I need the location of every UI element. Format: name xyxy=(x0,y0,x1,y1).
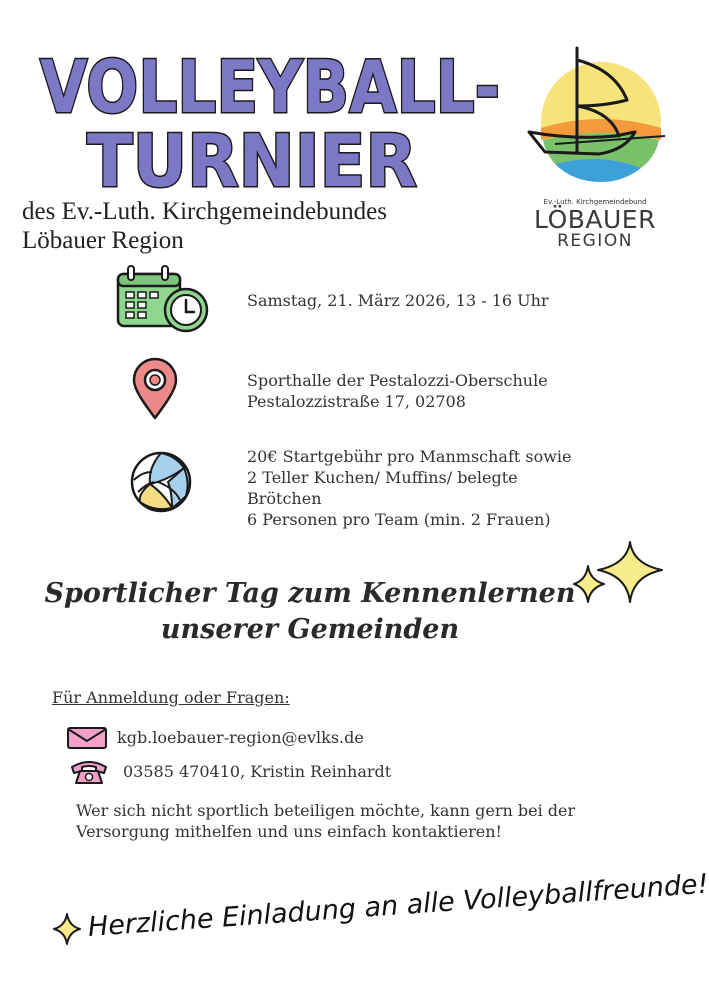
location-line2: Pestalozzistraße 17, 02708 xyxy=(247,392,466,411)
subtitle-line1: des Ev.-Luth. Kirchgemeindebundes xyxy=(22,198,387,225)
calendar-clock-icon xyxy=(112,262,216,334)
contact-label: Für Anmeldung oder Fragen: xyxy=(52,688,290,707)
fee-line2: 2 Teller Kuchen/ Muffins/ belegte xyxy=(247,468,518,487)
slogan-line2: unserer Gemeinden xyxy=(160,614,460,645)
logo-small-text: Ev.-Luth. Kirchgemeindebund xyxy=(543,198,647,206)
subtitle-line2: Löbauer Region xyxy=(22,227,184,254)
note-line1: Wer sich nicht sportlich beteiligen möchte, kann gern bei der xyxy=(76,801,576,820)
fee-line4: 6 Personen pro Team (min. 2 Frauen) xyxy=(247,510,551,529)
event-location xyxy=(247,370,548,412)
title-line2: TURNIER xyxy=(87,119,417,203)
location-line1: Sporthalle der Pestalozzi-Oberschule xyxy=(247,371,548,390)
event-title xyxy=(30,40,510,203)
subtitle xyxy=(22,197,387,255)
sparkle-icon xyxy=(52,912,82,946)
contact-email[interactable]: kgb.loebauer-region@evlks.de xyxy=(117,728,364,747)
title-line1: VOLLEYBALL- xyxy=(40,45,500,129)
fee-line3: Brötchen xyxy=(247,489,322,508)
closing-invitation: Herzliche Einladung an alle Volleyballfreunde! xyxy=(86,868,709,943)
fee-line1: 20€ Startgebühr pro Manmschaft sowie xyxy=(247,447,572,466)
sparkle-icon xyxy=(572,538,668,608)
location-pin-icon xyxy=(130,358,180,422)
church-logo xyxy=(515,40,675,255)
event-fee xyxy=(247,446,572,530)
logo-name-line2: REGION xyxy=(557,231,633,251)
event-date: Samstag, 21. März 2026, 13 - 16 Uhr xyxy=(247,291,549,310)
boat-sun-logo-icon xyxy=(515,40,675,190)
slogan xyxy=(40,576,580,648)
slogan-line1: Sportlicher Tag zum Kennenlernen xyxy=(44,578,576,609)
note-line2: Versorgung mithelfen und uns einfach kontaktieren! xyxy=(76,822,502,841)
logo-name-line1: LÖBAUER xyxy=(534,205,656,234)
volunteer-note xyxy=(76,800,575,842)
contact-phone: 03585 470410, Kristin Reinhardt xyxy=(123,762,392,781)
volleyball-icon xyxy=(128,450,194,514)
envelope-icon xyxy=(66,726,108,750)
telephone-icon xyxy=(68,757,110,785)
